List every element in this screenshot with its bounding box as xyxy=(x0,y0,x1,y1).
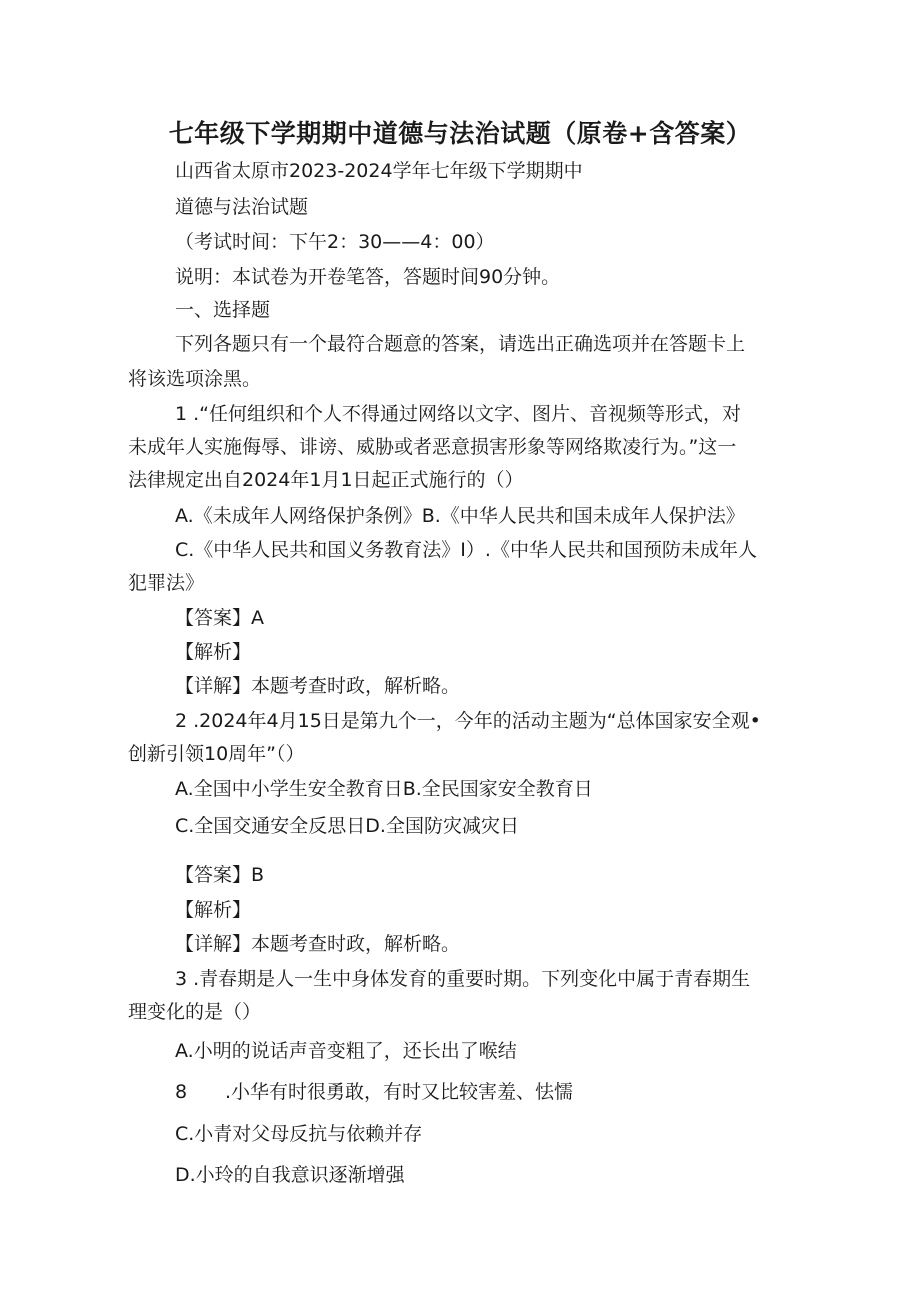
exam-source-line: 山西省太原市2023-2024学年七年级下学期期中 xyxy=(175,160,583,182)
question-1-answer: 【答案】A xyxy=(175,607,264,629)
question-2-line-2: 创新引领10周年”（） xyxy=(128,743,305,765)
exam-time-line: （考试时间：下午2：30——4：00） xyxy=(175,231,495,253)
question-3-option-a: A.小明的说话声音变粗了，还长出了喉结 xyxy=(175,1040,517,1062)
question-1-analysis-label: 【解析】 xyxy=(175,641,252,663)
exam-note-line: 说明：本试卷为开卷笔答，答题时间90分钟。 xyxy=(175,266,561,288)
question-2-analysis-label: 【解析】 xyxy=(175,899,252,921)
question-2-options-cd: C.全国交通安全反思日D.全国防灾减灾日 xyxy=(175,815,519,837)
question-1-options-ab: A.《未成年人网络保护条例》B.《中华人民共和国未成年人保护法》 xyxy=(175,505,745,527)
question-1-line-2: 未成年人实施侮辱、诽谤、威胁或者恶意损害形象等网络欺凌行为。”这一 xyxy=(128,436,737,458)
question-2-answer: 【答案】B xyxy=(175,864,265,886)
instructions-line-2: 将该选项涂黑。 xyxy=(128,368,262,390)
question-3-option-d: D.小玲的自我意识逐渐增强 xyxy=(175,1164,405,1186)
document-title: 七年级下学期期中道德与法治试题（原卷+含答案） xyxy=(168,119,752,148)
question-3-option-b-text: .小华有时很勇敢，有时又比较害羞、怯懦 xyxy=(225,1081,574,1103)
question-2-line-1: 2 .2024年4月15日是第九个一，今年的活动主题为“总体国家安全观• xyxy=(175,710,761,732)
question-1-detail: 【详解】本题考查时政，解析略。 xyxy=(175,675,461,697)
question-1-options-cd-line-1: C.《中华人民共和国义务教育法》I）.《中华人民共和国预防未成年人 xyxy=(175,539,757,561)
section-heading: 一、选择题 xyxy=(175,299,271,321)
question-3-option-b-number: 8 xyxy=(175,1081,188,1103)
question-3-line-2: 理变化的是（） xyxy=(128,1001,262,1023)
instructions-line-1: 下列各题只有一个最符合题意的答案，请选出正确选项并在答题卡上 xyxy=(175,333,746,355)
question-1-options-cd-line-2: 犯罪法》 xyxy=(128,572,205,594)
exam-subject-line: 道德与法治试题 xyxy=(175,196,309,218)
question-2-detail: 【详解】本题考查时政，解析略。 xyxy=(175,933,461,955)
question-1-line-1: 1 .“任何组织和个人不得通过网络以文字、图片、音视频等形式，对 xyxy=(175,403,742,425)
question-3-option-c: C.小青对父母反抗与依赖并存 xyxy=(175,1123,423,1145)
question-2-options-ab: A.全国中小学生安全教育日B.全民国家安全教育日 xyxy=(175,778,593,800)
question-3-option-b xyxy=(175,1079,573,1105)
question-3-line-1: 3 .青春期是人一生中身体发育的重要时期。下列变化中属于青春期生 xyxy=(175,968,751,990)
question-1-line-3: 法律规定出自2024年1月1日起正式施行的（） xyxy=(128,469,524,491)
